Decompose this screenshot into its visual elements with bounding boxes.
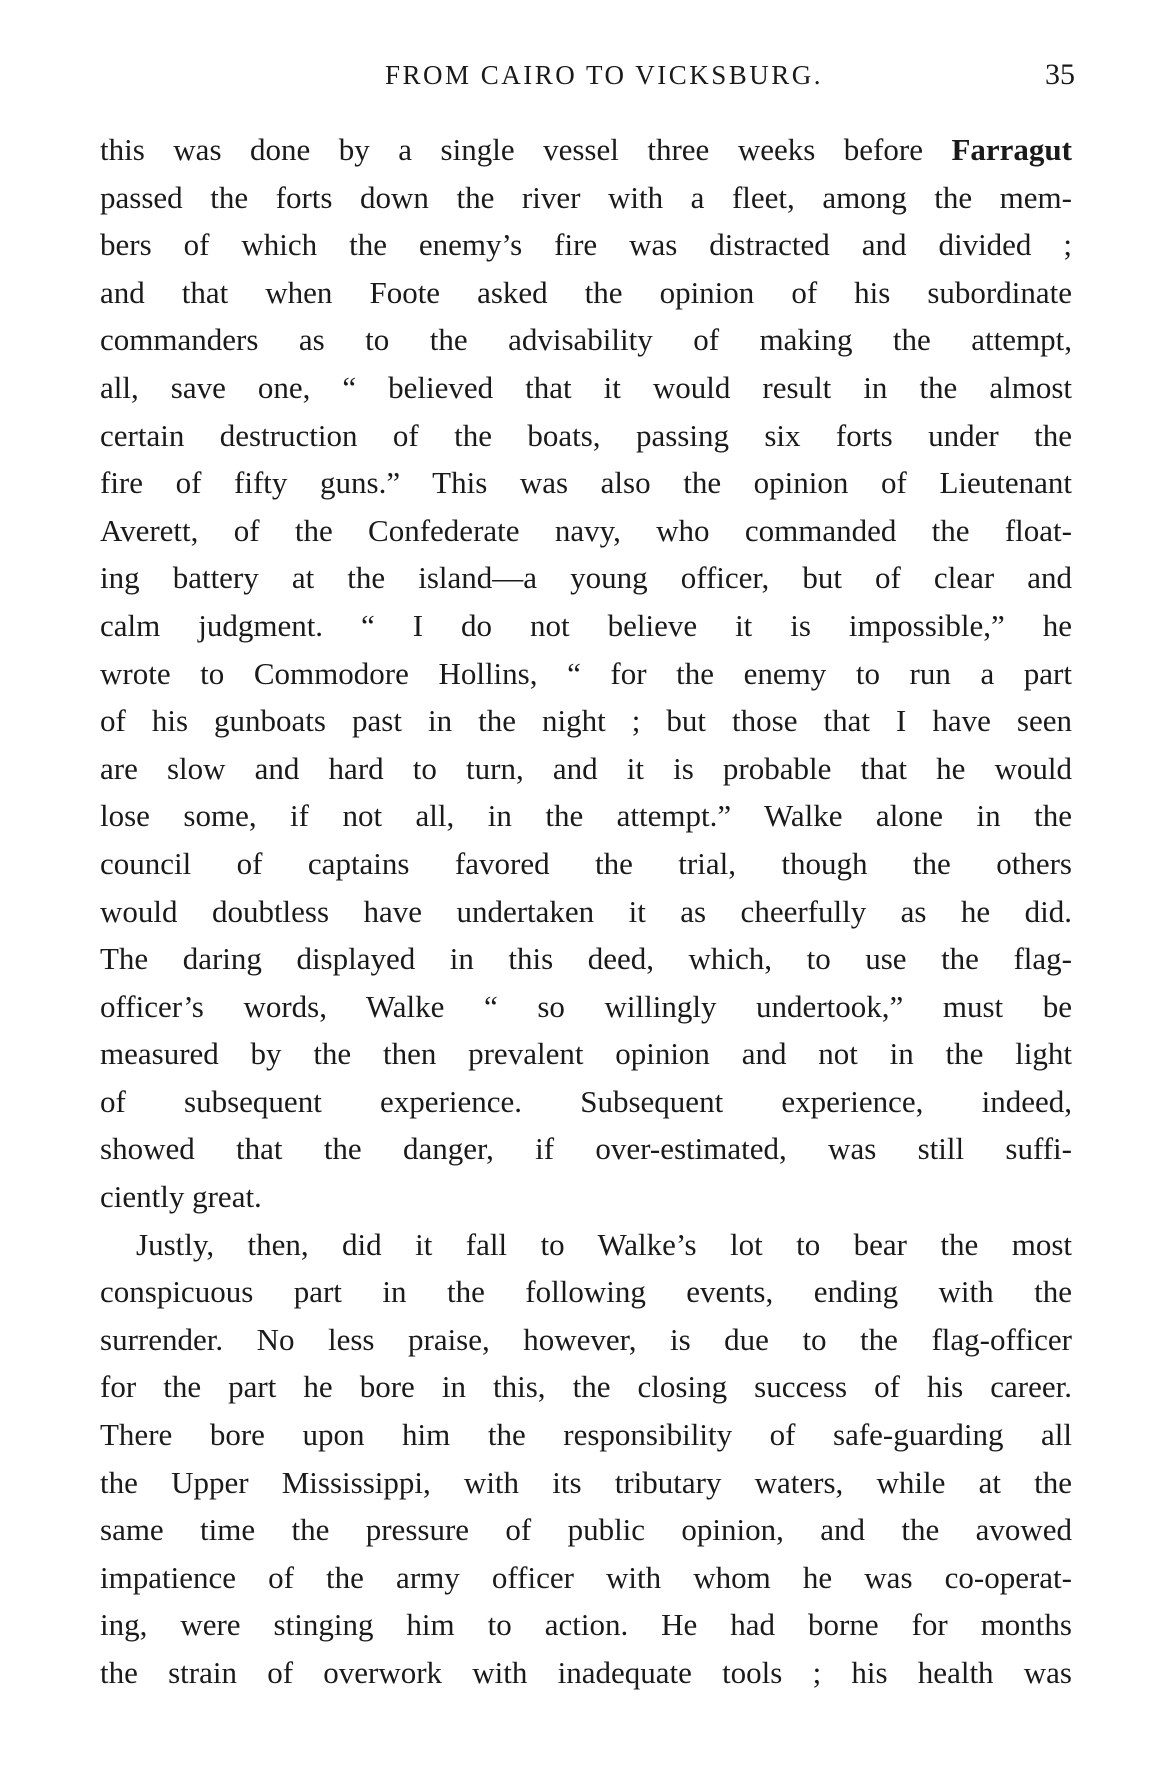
page-number: 35 [1045, 58, 1075, 91]
text-line: officer’s words, Walke “ so willingly undertook,” must be [100, 988, 1072, 1024]
text-line: commanders as to the advisability of making the attempt, [100, 322, 1072, 358]
text-line: fire of fifty guns.” This was also the opinion of Lieutenant [100, 465, 1072, 501]
text-line [100, 126, 1072, 174]
emphasized-name: Farragut [951, 132, 1072, 167]
text-line: same time the pressure of public opinion, and the avowed [100, 1512, 1072, 1548]
text-line: conspicuous part in the following events, ending with the [100, 1274, 1072, 1310]
text-line: ing battery at the island—a young officer, but of clear and [100, 560, 1072, 596]
text-line: ing, were stinging him to action. He had borne for months [100, 1607, 1072, 1643]
line-start: this was done by a single vessel three weeks before [100, 132, 952, 167]
text-line-paragraph-end: ciently great. [100, 1179, 262, 1215]
text-line: all, save one, “ believed that it would result in the almost [100, 369, 1072, 405]
text-line: passed the forts down the river with a fleet, among the mem- [100, 179, 1072, 215]
text-line: the strain of overwork with inadequate tools ; his health was [100, 1655, 1072, 1690]
text-line: lose some, if not all, in the attempt.” Walke alone in the [100, 798, 1072, 834]
text-line: calm judgment. “ I do not believe it is impossible,” he [100, 607, 1072, 643]
page-header [95, 58, 1085, 98]
running-head: FROM CAIRO TO VICKSBURG. [384, 60, 824, 90]
text-line: measured by the then prevalent opinion and not in the light [100, 1036, 1072, 1072]
text-line: surrender. No less praise, however, is due to the flag-officer [100, 1321, 1072, 1357]
text-line: the Upper Mississippi, with its tributary waters, while at the [100, 1464, 1072, 1500]
body-text [100, 126, 1072, 1697]
text-line: of his gunboats past in the night ; but those that I have seen [100, 703, 1072, 739]
text-line: showed that the danger, if over-estimated, was still suffi- [100, 1131, 1072, 1167]
text-line: Averett, of the Confederate navy, who commanded the float- [100, 512, 1072, 548]
text-line-paragraph-start: Justly, then, did it fall to Walke’s lot to bear the most [136, 1226, 1072, 1262]
text-line: impatience of the army officer with whom he was co-operat- [100, 1559, 1072, 1595]
text-line: for the part he bore in this, the closing success of his career. [100, 1369, 1072, 1405]
text-line: are slow and hard to turn, and it is probable that he would [100, 750, 1072, 786]
text-line: certain destruction of the boats, passing six forts under the [100, 417, 1072, 453]
text-line: would doubtless have undertaken it as cheerfully as he did. [100, 893, 1072, 929]
text-line: wrote to Commodore Hollins, “ for the enemy to run a part [100, 655, 1072, 691]
text-line: There bore upon him the responsibility of safe-guarding all [100, 1417, 1072, 1453]
text-line: and that when Foote asked the opinion of his subordinate [100, 274, 1072, 310]
text-line: of subsequent experience. Subsequent experience, indeed, [100, 1083, 1072, 1119]
text-line: bers of which the enemy’s fire was distracted and divided ; [100, 227, 1072, 263]
text-line: The daring displayed in this deed, which, to use the flag- [100, 941, 1072, 977]
text-line: council of captains favored the trial, though the others [100, 845, 1072, 881]
